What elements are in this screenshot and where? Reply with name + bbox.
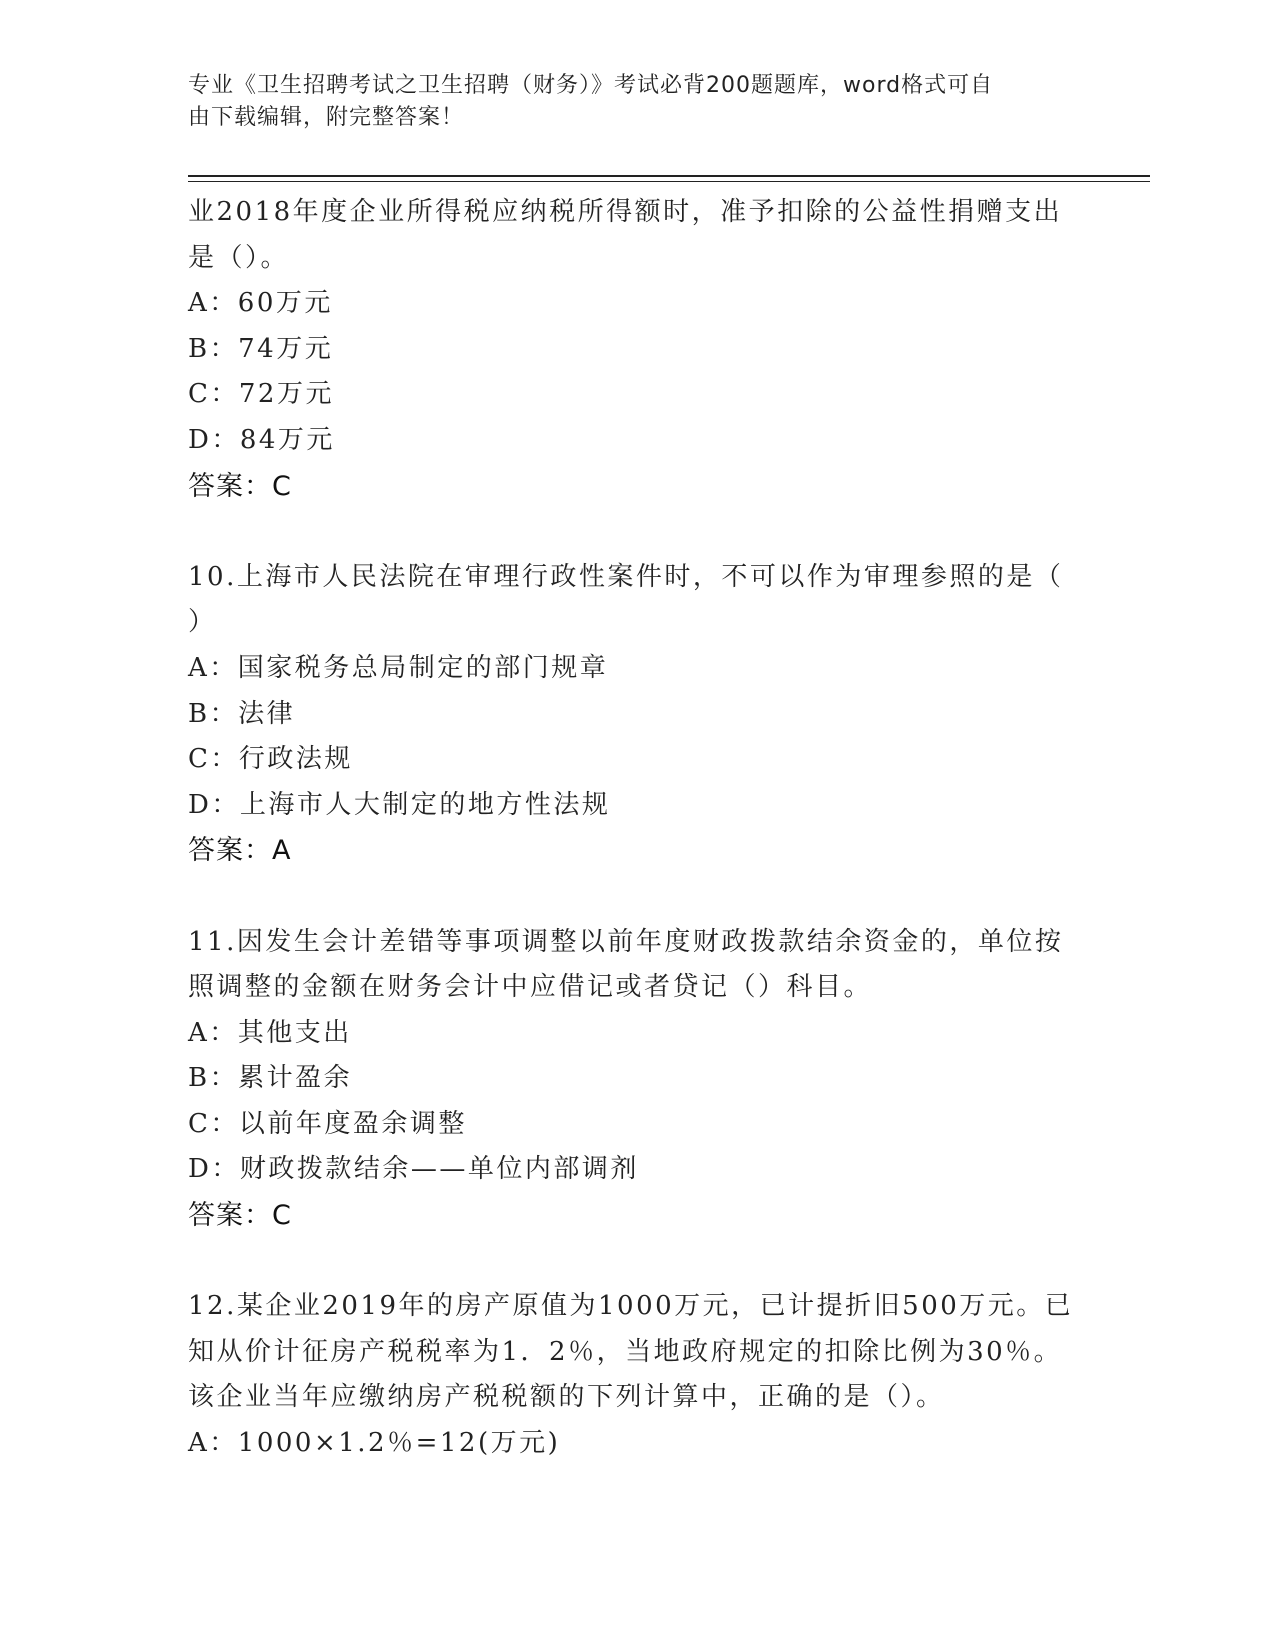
option-b: B：法律 xyxy=(188,698,296,729)
question-12 xyxy=(188,1284,1074,1466)
answer: 答案：C xyxy=(188,1200,292,1232)
spacer xyxy=(188,509,1068,555)
question-stem: 该企业当年应缴纳房产税税额的下列计算中，正确的是（）。 xyxy=(188,1382,945,1413)
question-stem: 业2018年度企业所得税应纳税所得额时，准予扣除的公益性捐赠支出 xyxy=(188,197,1063,227)
question-list xyxy=(188,190,1074,1467)
option-c: C：以前年度盈余调整 xyxy=(188,1108,467,1139)
question-stem: 11.因发生会计差错等事项调整以前年度财政拨款结余资金的，单位按 xyxy=(188,926,1064,957)
option-d: D：上海市人大制定的地方性法规 xyxy=(188,789,611,820)
question-9 xyxy=(188,190,1068,509)
question-stem: 照调整的金额在财务会计中应借记或者贷记（）科目。 xyxy=(188,972,873,1003)
header-line-1: 专业《卫生招聘考试之卫生招聘（财务）》考试必背200题题库，word格式可自 xyxy=(188,73,994,98)
question-stem: ） xyxy=(188,607,217,638)
document-header xyxy=(188,70,1068,134)
header-divider-thick xyxy=(188,175,1150,177)
option-c: C：行政法规 xyxy=(188,744,353,775)
answer: 答案：C xyxy=(188,470,292,502)
option-d: D：84万元 xyxy=(188,424,335,455)
spacer xyxy=(188,874,1068,920)
option-a: A：国家税务总局制定的部门规章 xyxy=(188,652,609,683)
question-stem: 是（）。 xyxy=(188,242,290,273)
spacer xyxy=(188,1239,1068,1285)
option-a: A：其他支出 xyxy=(188,1017,352,1048)
option-a: A：1000×1.2％=12(万元) xyxy=(188,1428,561,1459)
question-stem: 知从价计征房产税税率为1．2％，当地政府规定的扣除比例为30％。 xyxy=(188,1336,1063,1367)
answer: 答案：A xyxy=(188,835,292,867)
question-stem: 12.某企业2019年的房产原值为1000万元，已计提折旧500万元。已 xyxy=(188,1291,1074,1322)
question-stem: 10.上海市人民法院在审理行政性案件时，不可以作为审理参照的是（ xyxy=(188,561,1064,592)
option-b: B：74万元 xyxy=(188,333,334,364)
option-c: C：72万元 xyxy=(188,379,334,410)
question-11 xyxy=(188,920,1068,1239)
option-b: B：累计盈余 xyxy=(188,1063,353,1094)
option-d: D：财政拨款结余——单位内部调剂 xyxy=(188,1154,639,1185)
header-line-2: 由下载编辑，附完整答案！ xyxy=(188,105,465,130)
header-divider-thin xyxy=(188,181,1150,182)
question-10 xyxy=(188,555,1068,874)
option-a: A：60万元 xyxy=(188,288,333,319)
